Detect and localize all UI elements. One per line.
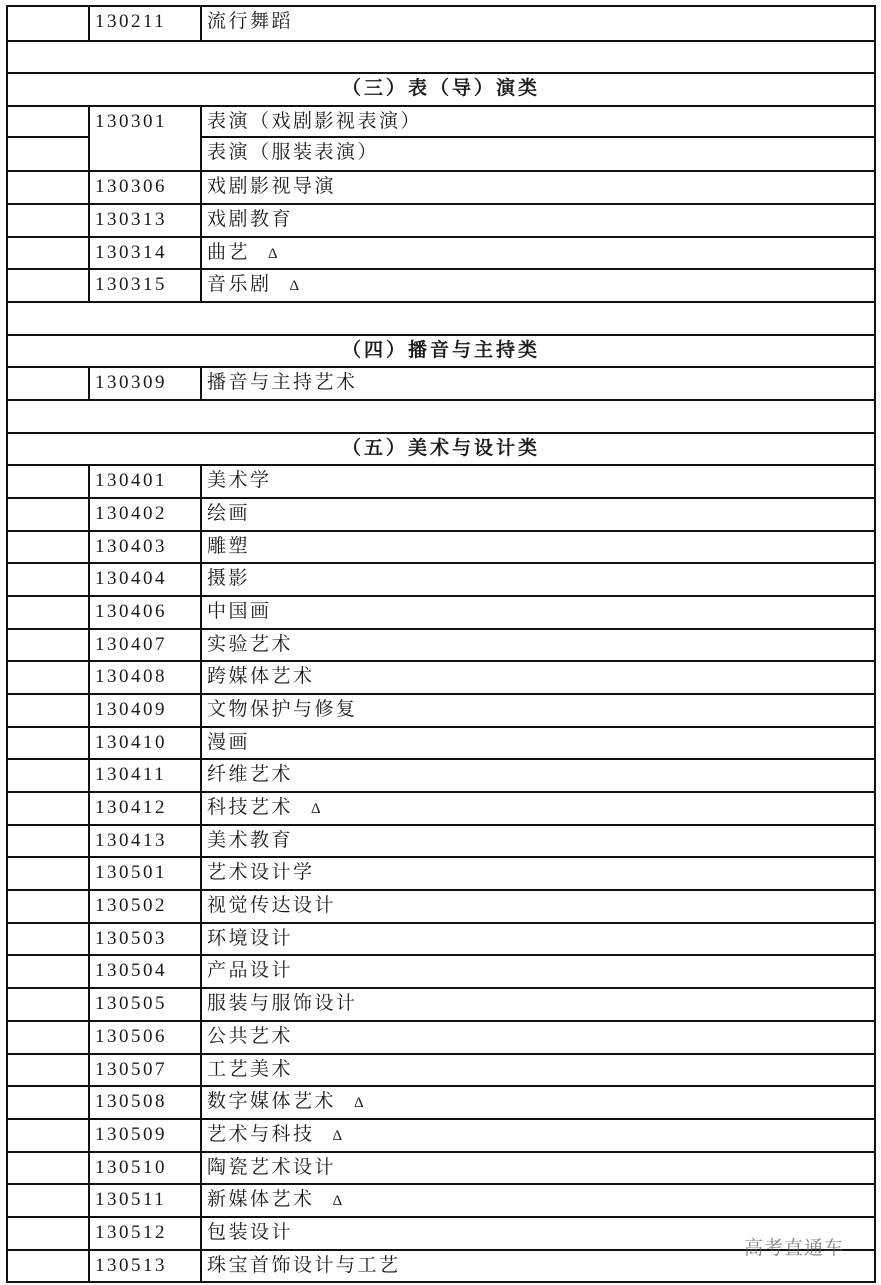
index-cell — [8, 924, 90, 955]
major-name-cell — [202, 793, 874, 824]
major-name-cell — [202, 564, 874, 595]
index-cell — [8, 564, 90, 595]
index-cell — [8, 270, 90, 301]
table-row — [8, 856, 874, 889]
major-code: 130211 — [90, 7, 202, 40]
category-header-row — [8, 334, 874, 367]
major-code: 130502 — [90, 891, 202, 922]
index-cell — [8, 1218, 90, 1249]
major-code: 130512 — [90, 1218, 202, 1249]
blank-cell — [8, 42, 874, 73]
table-row — [8, 595, 874, 628]
index-cell — [8, 136, 90, 171]
index-cell — [8, 499, 90, 530]
major-code: 130503 — [90, 924, 202, 955]
major-name-cell — [202, 532, 874, 563]
index-cell — [8, 238, 90, 269]
major-code: 130404 — [90, 564, 202, 595]
major-name-cell — [202, 826, 874, 857]
major-name: 包装设计 — [207, 1221, 294, 1243]
major-code: 130504 — [90, 956, 202, 987]
major-name: 播音与主持艺术 — [207, 372, 358, 394]
major-name-cell — [202, 728, 874, 759]
major-name: 雕塑 — [207, 535, 251, 557]
major-code: 130508 — [90, 1087, 202, 1118]
major-code: 130413 — [90, 826, 202, 857]
index-cell — [8, 597, 90, 628]
table-row — [8, 1118, 874, 1151]
table-row — [8, 758, 874, 791]
major-name: 表演（戏剧影视表演） — [207, 111, 423, 133]
index-cell — [8, 891, 90, 922]
table-row — [8, 170, 874, 203]
triangle-mark-icon: Δ — [354, 1095, 367, 1112]
table-row — [8, 889, 874, 922]
major-name-cell — [202, 1120, 874, 1151]
watermark: 高考直通车 — [744, 1237, 845, 1259]
major-name-cell — [202, 597, 874, 628]
major-name-cell — [202, 760, 874, 791]
major-code: 130314 — [90, 238, 202, 269]
major-name-cell — [202, 924, 874, 955]
major-code — [90, 138, 202, 171]
index-cell — [8, 107, 90, 138]
major-code: 130406 — [90, 597, 202, 628]
table-row — [8, 268, 874, 301]
index-cell — [8, 760, 90, 791]
major-name-cell — [202, 107, 874, 138]
major-code: 130408 — [90, 662, 202, 693]
major-code: 130313 — [90, 205, 202, 236]
category-title: （四）播音与主持类 — [341, 339, 540, 361]
index-cell — [8, 1185, 90, 1216]
index-cell — [8, 7, 90, 40]
major-name-cell — [202, 172, 874, 203]
major-name: 美术教育 — [207, 829, 294, 851]
index-cell — [8, 172, 90, 203]
major-name-cell — [202, 1185, 874, 1216]
major-name-cell — [202, 858, 874, 889]
major-name-cell — [202, 238, 874, 269]
category-header-row — [8, 72, 874, 105]
table-row — [8, 530, 874, 563]
major-name: 文物保护与修复 — [207, 699, 358, 721]
major-code: 130315 — [90, 270, 202, 301]
major-name: 漫画 — [207, 731, 251, 753]
blank-row — [8, 301, 874, 334]
major-name: 工艺美术 — [207, 1058, 294, 1080]
major-code: 130407 — [90, 630, 202, 661]
major-name: 视觉传达设计 — [207, 895, 337, 917]
major-code: 130501 — [90, 858, 202, 889]
table-row — [8, 236, 874, 269]
major-code: 130309 — [90, 368, 202, 399]
index-cell — [8, 1153, 90, 1184]
major-name: 产品设计 — [207, 960, 294, 982]
major-name: 绘画 — [207, 503, 251, 525]
table-row — [8, 824, 874, 857]
table-row — [8, 497, 874, 530]
blank-row — [8, 40, 874, 73]
major-name-cell — [202, 270, 874, 301]
major-code: 130301 — [90, 107, 202, 138]
major-code: 130403 — [90, 532, 202, 563]
major-name-cell — [202, 1153, 874, 1184]
table-row — [8, 628, 874, 661]
index-cell — [8, 1087, 90, 1118]
category-header-row — [8, 432, 874, 465]
index-cell — [8, 466, 90, 497]
table-row — [8, 366, 874, 399]
major-name-cell — [202, 466, 874, 497]
table-row — [8, 464, 874, 497]
triangle-mark-icon: Δ — [311, 801, 324, 818]
major-name: 纤维艺术 — [207, 764, 294, 786]
major-name: 曲艺 — [207, 241, 251, 263]
major-name: 数字媒体艺术 — [207, 1091, 337, 1113]
major-code: 130509 — [90, 1120, 202, 1151]
major-code: 130412 — [90, 793, 202, 824]
major-name-cell — [202, 1087, 874, 1118]
triangle-mark-icon: Δ — [268, 245, 281, 262]
index-cell — [8, 1120, 90, 1151]
major-code: 130411 — [90, 760, 202, 791]
major-name: 音乐剧 — [207, 274, 272, 296]
index-cell — [8, 630, 90, 661]
table-row — [8, 105, 874, 138]
table-row — [8, 987, 874, 1020]
table-row — [8, 693, 874, 726]
table-row — [8, 1183, 874, 1216]
major-code: 130505 — [90, 989, 202, 1020]
major-name-cell — [202, 7, 874, 40]
category-title: （三）表（导）演类 — [341, 78, 540, 100]
major-name-cell — [202, 662, 874, 693]
index-cell — [8, 532, 90, 563]
index-cell — [8, 695, 90, 726]
index-cell — [8, 205, 90, 236]
major-name: 环境设计 — [207, 927, 294, 949]
major-name: 中国画 — [207, 601, 272, 623]
table-row — [8, 562, 874, 595]
major-name-cell — [202, 1055, 874, 1086]
table-row — [8, 203, 874, 236]
major-name-cell — [202, 1022, 874, 1053]
major-code: 130401 — [90, 466, 202, 497]
major-name: 陶瓷艺术设计 — [207, 1156, 337, 1178]
blank-row — [8, 399, 874, 432]
table-row — [8, 1085, 874, 1118]
category-title: （五）美术与设计类 — [341, 437, 540, 459]
table-row — [8, 954, 874, 987]
major-code: 130507 — [90, 1055, 202, 1086]
major-name-cell — [202, 989, 874, 1020]
table-row — [8, 1020, 874, 1053]
major-name: 美术学 — [207, 470, 272, 492]
triangle-mark-icon: Δ — [332, 1193, 345, 1210]
major-name: 流行舞蹈 — [207, 11, 294, 32]
table-row — [8, 660, 874, 693]
major-name-cell — [202, 499, 874, 530]
major-name-cell — [202, 136, 874, 171]
table-row — [8, 1053, 874, 1086]
major-code: 130513 — [90, 1251, 202, 1282]
table-row — [8, 1151, 874, 1184]
major-code: 130511 — [90, 1185, 202, 1216]
index-cell — [8, 989, 90, 1020]
index-cell — [8, 793, 90, 824]
major-name: 珠宝首饰设计与工艺 — [207, 1254, 401, 1276]
table-row — [8, 7, 874, 40]
table-row — [8, 791, 874, 824]
major-code: 130409 — [90, 695, 202, 726]
major-name: 表演（服装表演） — [207, 141, 380, 163]
major-name: 新媒体艺术 — [207, 1189, 315, 1211]
major-name-cell — [202, 956, 874, 987]
major-name: 戏剧影视导演 — [207, 176, 337, 198]
major-catalog-table — [6, 5, 876, 1283]
major-name: 公共艺术 — [207, 1025, 294, 1047]
table-row — [8, 726, 874, 759]
index-cell — [8, 1022, 90, 1053]
major-code: 130510 — [90, 1153, 202, 1184]
index-cell — [8, 1251, 90, 1282]
index-cell — [8, 826, 90, 857]
index-cell — [8, 1055, 90, 1086]
triangle-mark-icon: Δ — [332, 1127, 345, 1144]
major-name: 戏剧教育 — [207, 209, 294, 231]
index-cell — [8, 368, 90, 399]
table-row — [8, 922, 874, 955]
major-name: 艺术与科技 — [207, 1123, 315, 1145]
major-name: 摄影 — [207, 568, 251, 590]
major-name-cell — [202, 891, 874, 922]
major-name-cell — [202, 630, 874, 661]
index-cell — [8, 956, 90, 987]
major-name-cell — [202, 205, 874, 236]
index-cell — [8, 858, 90, 889]
major-name: 实验艺术 — [207, 633, 294, 655]
index-cell — [8, 728, 90, 759]
blank-cell — [8, 303, 874, 334]
major-name-cell — [202, 695, 874, 726]
major-code: 130410 — [90, 728, 202, 759]
triangle-mark-icon: Δ — [289, 278, 302, 295]
index-cell — [8, 662, 90, 693]
major-code: 130506 — [90, 1022, 202, 1053]
table-row — [8, 138, 874, 171]
major-code: 130306 — [90, 172, 202, 203]
major-name: 服装与服饰设计 — [207, 993, 358, 1015]
major-name: 科技艺术 — [207, 797, 294, 819]
major-name-cell — [202, 368, 874, 399]
major-name: 艺术设计学 — [207, 862, 315, 884]
major-code: 130402 — [90, 499, 202, 530]
major-name: 跨媒体艺术 — [207, 666, 315, 688]
blank-cell — [8, 401, 874, 432]
